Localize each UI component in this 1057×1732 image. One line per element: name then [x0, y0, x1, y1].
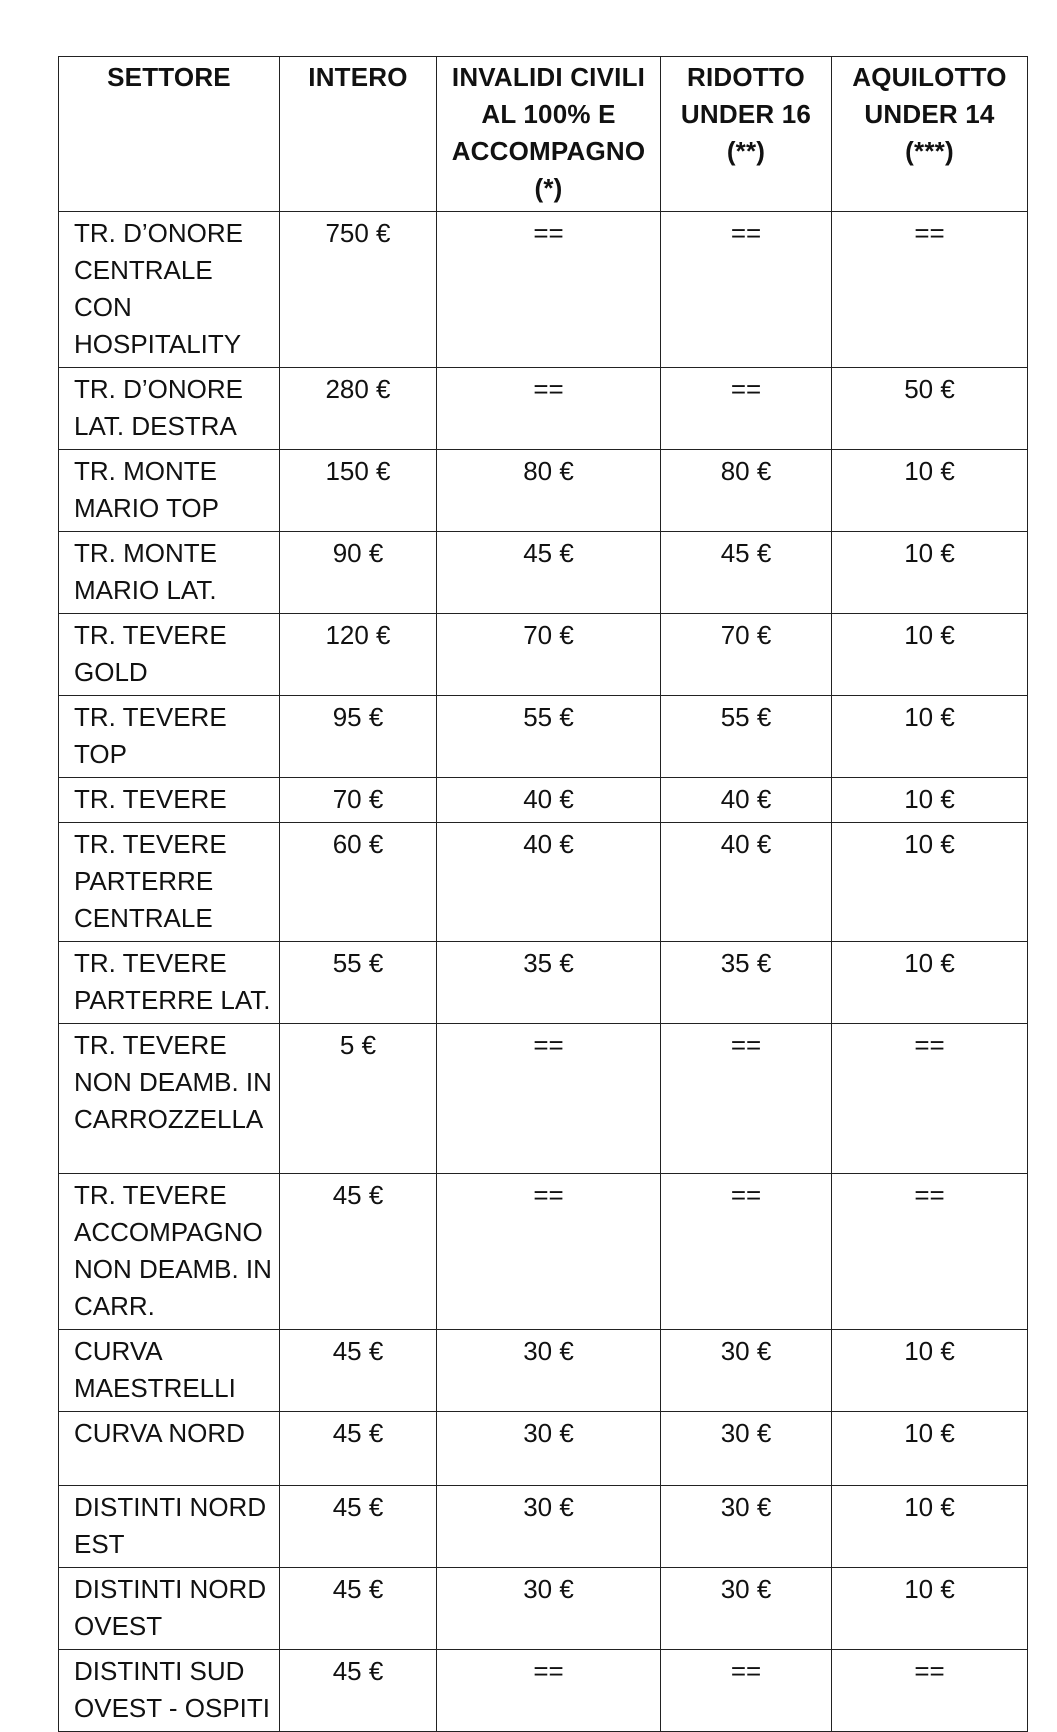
invalidi-cell: ==: [437, 1174, 661, 1330]
sector-cell: TR. D’ONORE LAT. DESTRA: [59, 368, 280, 450]
table-row: [59, 614, 1028, 696]
aquilotto-cell: 10 €: [832, 1568, 1028, 1650]
table-row: [59, 942, 1028, 1024]
invalidi-cell: 40 €: [437, 778, 661, 823]
intero-cell: 280 €: [280, 368, 437, 450]
intero-cell: 70 €: [280, 778, 437, 823]
intero-cell: 45 €: [280, 1174, 437, 1330]
sector-cell: TR. MONTE MARIO LAT.: [59, 532, 280, 614]
invalidi-cell: 40 €: [437, 823, 661, 942]
sector-cell: TR. TEVERE ACCOMPAGNO NON DEAMB. IN CARR.: [59, 1174, 280, 1330]
intero-cell: 60 €: [280, 823, 437, 942]
table-row: [59, 1412, 1028, 1486]
sector-cell: TR. TEVERE GOLD: [59, 614, 280, 696]
table-row: [59, 1650, 1028, 1732]
table-row: [59, 1024, 1028, 1174]
intero-cell: 45 €: [280, 1486, 437, 1568]
header-settore: SETTORE: [59, 57, 280, 212]
aquilotto-cell: 10 €: [832, 823, 1028, 942]
intero-cell: 45 €: [280, 1650, 437, 1732]
ridotto-cell: 70 €: [661, 614, 832, 696]
ridotto-cell: 30 €: [661, 1568, 832, 1650]
sector-cell: TR. MONTE MARIO TOP: [59, 450, 280, 532]
table-row: [59, 532, 1028, 614]
sector-cell: DISTINTI NORD EST: [59, 1486, 280, 1568]
aquilotto-cell: ==: [832, 1174, 1028, 1330]
ticket-price-table: [58, 56, 1028, 1732]
intero-cell: 90 €: [280, 532, 437, 614]
intero-cell: 45 €: [280, 1412, 437, 1486]
table-row: [59, 1486, 1028, 1568]
invalidi-cell: 35 €: [437, 942, 661, 1024]
invalidi-cell: 30 €: [437, 1486, 661, 1568]
table-row: [59, 1568, 1028, 1650]
intero-cell: 750 €: [280, 212, 437, 368]
aquilotto-cell: ==: [832, 212, 1028, 368]
invalidi-cell: ==: [437, 1024, 661, 1174]
sector-cell: TR. TEVERE PARTERRE LAT.: [59, 942, 280, 1024]
ridotto-cell: ==: [661, 1650, 832, 1732]
header-invalidi-civili: INVALIDI CIVILI AL 100% E ACCOMPAGNO (*): [437, 57, 661, 212]
ridotto-cell: 30 €: [661, 1486, 832, 1568]
invalidi-cell: ==: [437, 1650, 661, 1732]
ridotto-cell: 80 €: [661, 450, 832, 532]
sector-cell: TR. TEVERE NON DEAMB. IN CARROZZELLA: [59, 1024, 280, 1174]
aquilotto-cell: 10 €: [832, 1330, 1028, 1412]
table-row: [59, 696, 1028, 778]
invalidi-cell: 30 €: [437, 1330, 661, 1412]
sector-cell: DISTINTI SUD OVEST - OSPITI: [59, 1650, 280, 1732]
aquilotto-cell: 10 €: [832, 942, 1028, 1024]
invalidi-cell: 80 €: [437, 450, 661, 532]
table-body: [59, 212, 1028, 1732]
invalidi-cell: ==: [437, 368, 661, 450]
ridotto-cell: ==: [661, 1024, 832, 1174]
aquilotto-cell: 10 €: [832, 696, 1028, 778]
aquilotto-cell: ==: [832, 1024, 1028, 1174]
table-row: [59, 823, 1028, 942]
aquilotto-cell: ==: [832, 1650, 1028, 1732]
aquilotto-cell: 10 €: [832, 778, 1028, 823]
aquilotto-cell: 10 €: [832, 450, 1028, 532]
ridotto-cell: 45 €: [661, 532, 832, 614]
intero-cell: 45 €: [280, 1330, 437, 1412]
ridotto-cell: ==: [661, 368, 832, 450]
intero-cell: 95 €: [280, 696, 437, 778]
ridotto-cell: 40 €: [661, 823, 832, 942]
table-row: [59, 450, 1028, 532]
header-row: [59, 57, 1028, 212]
invalidi-cell: 55 €: [437, 696, 661, 778]
sector-cell: CURVA NORD: [59, 1412, 280, 1486]
sector-cell: TR. D’ONORE CENTRALE CON HOSPITALITY: [59, 212, 280, 368]
invalidi-cell: 30 €: [437, 1412, 661, 1486]
table-row: [59, 778, 1028, 823]
aquilotto-cell: 10 €: [832, 1412, 1028, 1486]
ridotto-cell: 40 €: [661, 778, 832, 823]
intero-cell: 55 €: [280, 942, 437, 1024]
invalidi-cell: 30 €: [437, 1568, 661, 1650]
aquilotto-cell: 50 €: [832, 368, 1028, 450]
aquilotto-cell: 10 €: [832, 1486, 1028, 1568]
invalidi-cell: 45 €: [437, 532, 661, 614]
intero-cell: 120 €: [280, 614, 437, 696]
intero-cell: 45 €: [280, 1568, 437, 1650]
table-row: [59, 1330, 1028, 1412]
ridotto-cell: ==: [661, 1174, 832, 1330]
sector-cell: TR. TEVERE: [59, 778, 280, 823]
sector-cell: CURVA MAESTRELLI: [59, 1330, 280, 1412]
ridotto-cell: 30 €: [661, 1412, 832, 1486]
intero-cell: 5 €: [280, 1024, 437, 1174]
sector-cell: TR. TEVERE TOP: [59, 696, 280, 778]
invalidi-cell: 70 €: [437, 614, 661, 696]
sector-cell: TR. TEVERE PARTERRE CENTRALE: [59, 823, 280, 942]
invalidi-cell: ==: [437, 212, 661, 368]
table-header: [59, 57, 1028, 212]
aquilotto-cell: 10 €: [832, 532, 1028, 614]
ridotto-cell: 35 €: [661, 942, 832, 1024]
ridotto-cell: 55 €: [661, 696, 832, 778]
ridotto-cell: 30 €: [661, 1330, 832, 1412]
intero-cell: 150 €: [280, 450, 437, 532]
header-aquilotto-under-14: AQUILOTTO UNDER 14 (***): [832, 57, 1028, 212]
sector-cell: DISTINTI NORD OVEST: [59, 1568, 280, 1650]
aquilotto-cell: 10 €: [832, 614, 1028, 696]
table-row: [59, 368, 1028, 450]
table-row: [59, 1174, 1028, 1330]
table-row: [59, 212, 1028, 368]
header-intero: INTERO: [280, 57, 437, 212]
ridotto-cell: ==: [661, 212, 832, 368]
header-ridotto-under-16: RIDOTTO UNDER 16 (**): [661, 57, 832, 212]
